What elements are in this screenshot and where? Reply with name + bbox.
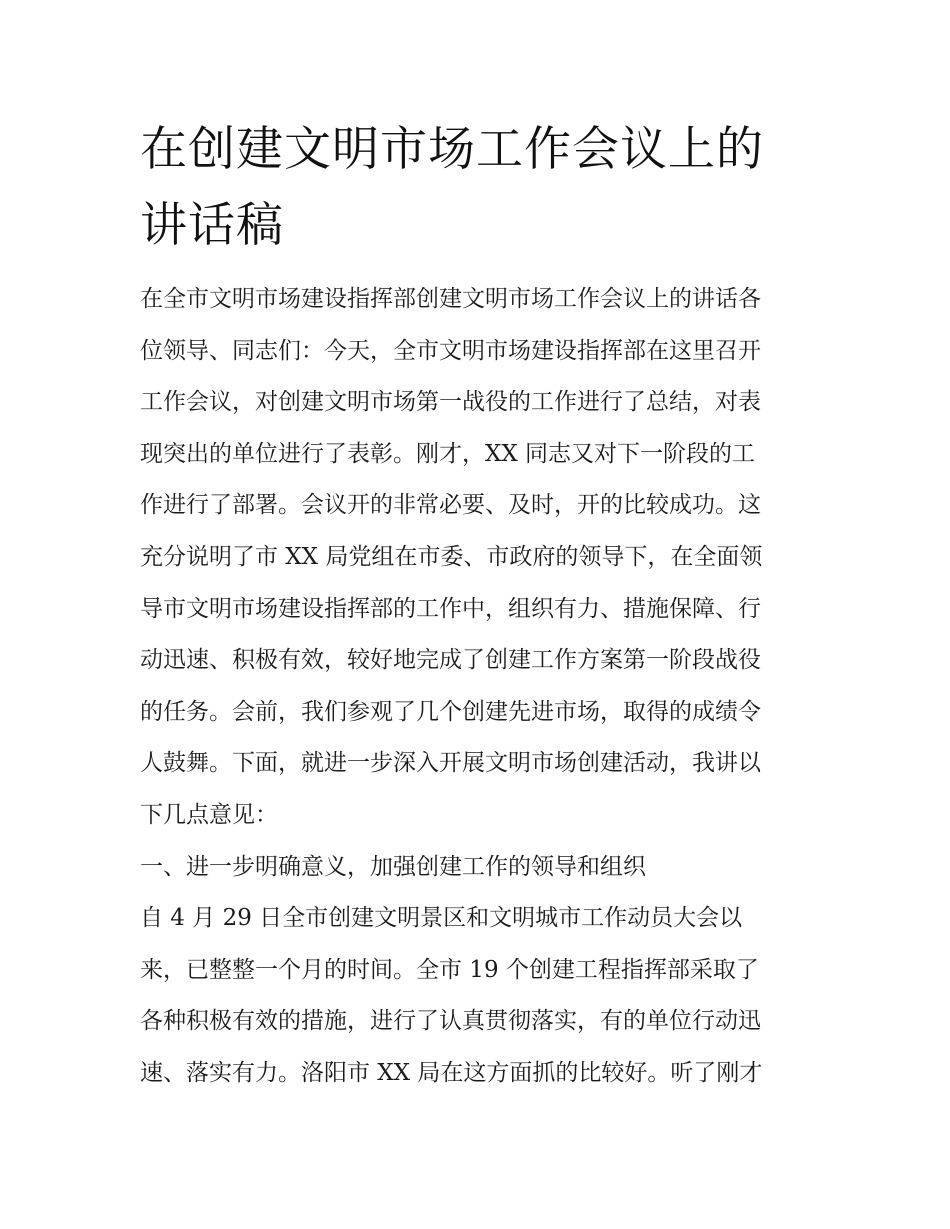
body-line: 各种积极有效的措施，进行了认真贯彻落实，有的单位行动迅 xyxy=(140,1008,761,1035)
body-line: 位领导、同志们：今天，全市文明市场建设指挥部在这里召开 xyxy=(140,337,761,364)
section-heading: 一、进一步明确意义，加强创建工作的领导和组织 xyxy=(140,853,646,880)
body-line: 人鼓舞。下面，就进一步深入开展文明市场创建活动，我讲以 xyxy=(140,750,761,777)
body-line: 导市文明市场建设指挥部的工作中，组织有力、措施保障、行 xyxy=(140,595,761,622)
document-title xyxy=(140,112,820,264)
title-line: 在创建文明市场工作会议上的 xyxy=(140,122,764,177)
title-line: 讲话稿 xyxy=(140,198,284,253)
body-line: 下几点意见： xyxy=(140,801,278,828)
body-line: 动迅速、积极有效，较好地完成了创建工作方案第一阶段战役 xyxy=(140,647,761,674)
body-line: 充分说明了市 XX 局党组在市委、市政府的领导下，在全面领 xyxy=(140,543,763,570)
document-body xyxy=(140,274,830,1100)
body-line: 作进行了部署。会议开的非常必要、及时，开的比较成功。这 xyxy=(140,492,761,519)
body-line: 在全市文明市场建设指挥部创建文明市场工作会议上的讲话各 xyxy=(140,286,761,312)
body-line: 来，已整整一个月的时间。全市 19 个创建工程指挥部采取了 xyxy=(140,956,759,983)
body-line: 现突出的单位进行了表彰。刚才，XX 同志又对下一阶段的工 xyxy=(140,440,756,467)
body-line: 速、落实有力。洛阳市 XX 局在这方面抓的比较好。听了刚才 xyxy=(140,1059,763,1086)
body-line: 的任务。会前，我们参观了几个创建先进市场，取得的成绩令 xyxy=(140,698,761,725)
body-line: 自 4 月 29 日全市创建文明景区和文明城市工作动员大会以 xyxy=(140,905,743,932)
body-line: 工作会议，对创建文明市场第一战役的工作进行了总结，对表 xyxy=(140,389,761,416)
